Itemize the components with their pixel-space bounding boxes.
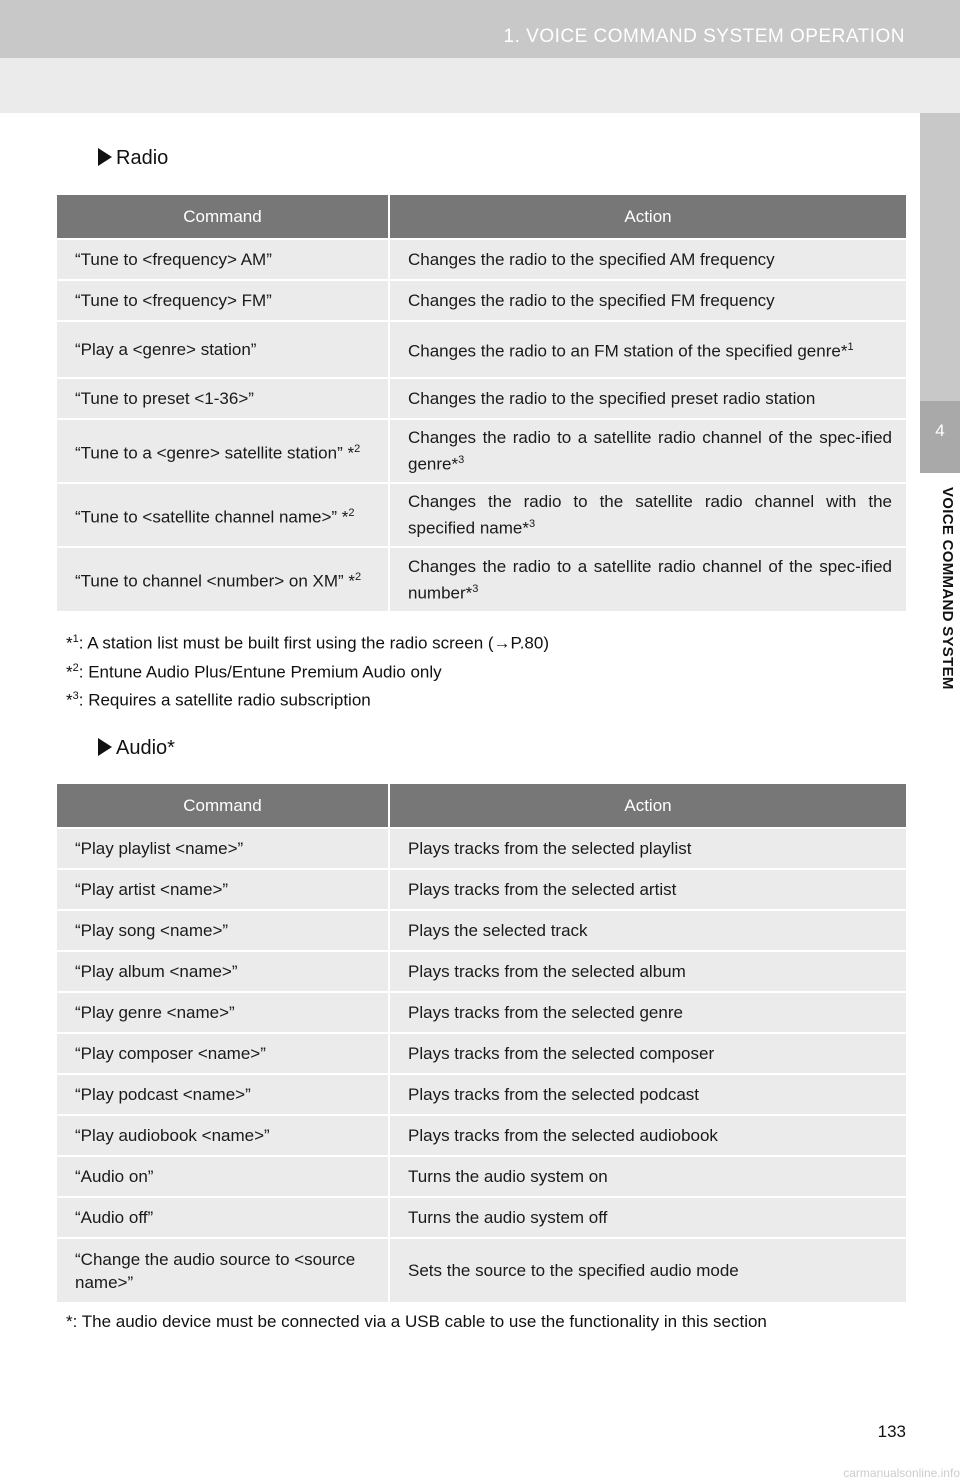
action-cell bbox=[389, 1033, 906, 1074]
footnote-marker: 1 bbox=[847, 341, 854, 354]
command-cell bbox=[57, 951, 389, 992]
table-row bbox=[57, 951, 906, 992]
action-cell-text: Plays tracks from the selected podcast bbox=[408, 1085, 700, 1104]
page-number: 133 bbox=[877, 1422, 906, 1441]
command-cell-text: “Audio on” bbox=[75, 1167, 154, 1186]
action-cell bbox=[389, 828, 906, 869]
chapter-number: 4 bbox=[920, 401, 960, 473]
footnote-marker: 3 bbox=[458, 454, 465, 467]
footnote-marker: 3 bbox=[472, 582, 479, 595]
command-cell-text: “Play a <genre> station” bbox=[75, 340, 257, 359]
footnote-line bbox=[66, 656, 549, 685]
action-cell-text: Sets the source to the specified audio mode bbox=[408, 1261, 739, 1280]
command-cell bbox=[57, 321, 389, 378]
action-cell-text: Changes the radio to the specified FM frequency bbox=[408, 291, 775, 310]
chapter-title: 1. VOICE COMMAND SYSTEM OPERATION bbox=[503, 26, 905, 47]
audio-command-table bbox=[57, 784, 906, 1302]
action-cell-text: Plays tracks from the selected genre bbox=[408, 1003, 683, 1022]
action-cell-text: Plays tracks from the selected artist bbox=[408, 880, 677, 899]
action-cell-text: Plays tracks from the selected audiobook bbox=[408, 1126, 718, 1145]
col-header-command: Command bbox=[57, 784, 389, 828]
footnote-asterisk: * bbox=[66, 662, 73, 682]
action-cell bbox=[389, 321, 906, 378]
command-cell-text: “Change the audio source to <source name>” bbox=[75, 1249, 356, 1292]
footnote-marker: 3 bbox=[528, 518, 536, 531]
command-cell bbox=[57, 1033, 389, 1074]
table-row bbox=[57, 419, 906, 483]
col-header-action: Action bbox=[389, 784, 906, 828]
action-cell-text: Turns the audio system on bbox=[408, 1167, 608, 1186]
command-cell bbox=[57, 1238, 389, 1302]
command-cell-text: “Play podcast <name>” bbox=[75, 1085, 251, 1104]
action-cell bbox=[389, 378, 906, 419]
table-row bbox=[57, 378, 906, 419]
command-cell-text: “Play genre <name>” bbox=[75, 1003, 235, 1022]
action-cell bbox=[389, 239, 906, 280]
table-row bbox=[57, 1033, 906, 1074]
action-cell bbox=[389, 419, 906, 483]
header-strip bbox=[0, 0, 960, 58]
action-cell-text: Changes the radio to the specified preset radio station bbox=[408, 389, 816, 408]
command-cell bbox=[57, 419, 389, 483]
action-cell bbox=[389, 951, 906, 992]
action-cell bbox=[389, 547, 906, 611]
command-cell bbox=[57, 483, 389, 547]
command-cell bbox=[57, 378, 389, 419]
footnote-text: : Requires a satellite radio subscription bbox=[78, 690, 371, 710]
command-cell bbox=[57, 869, 389, 910]
table-row bbox=[57, 828, 906, 869]
command-cell-text: “Tune to <frequency> AM” bbox=[75, 250, 272, 269]
table-row bbox=[57, 1197, 906, 1238]
table-row bbox=[57, 1238, 906, 1302]
table-row bbox=[57, 239, 906, 280]
side-tab bbox=[920, 0, 960, 1484]
action-cell bbox=[389, 1238, 906, 1302]
command-cell-text: “Audio off” bbox=[75, 1208, 154, 1227]
footnote-marker: 2 bbox=[348, 506, 355, 519]
action-cell bbox=[389, 1156, 906, 1197]
table-row bbox=[57, 1156, 906, 1197]
command-cell-text: “Tune to <frequency> FM” bbox=[75, 291, 272, 310]
command-cell-text: “Tune to preset <1-36>” bbox=[75, 389, 254, 408]
action-cell bbox=[389, 483, 906, 547]
command-cell-text: “Play audiobook <name>” bbox=[75, 1126, 270, 1145]
footnote-number: 1 bbox=[72, 633, 79, 645]
table-row bbox=[57, 1115, 906, 1156]
command-cell bbox=[57, 1115, 389, 1156]
command-cell bbox=[57, 280, 389, 321]
command-cell-text: “Play album <name>” bbox=[75, 962, 238, 981]
action-cell bbox=[389, 1115, 906, 1156]
table-row bbox=[57, 280, 906, 321]
radio-footnotes bbox=[66, 627, 549, 713]
command-cell bbox=[57, 1074, 389, 1115]
footnote-line bbox=[66, 684, 549, 713]
col-header-action: Action bbox=[389, 195, 906, 239]
footnote-line bbox=[66, 627, 549, 656]
action-cell-text: Plays the selected track bbox=[408, 921, 588, 940]
table-row bbox=[57, 992, 906, 1033]
table-row bbox=[57, 483, 906, 547]
command-cell bbox=[57, 992, 389, 1033]
action-cell bbox=[389, 1074, 906, 1115]
audio-title-text: Audio* bbox=[116, 737, 175, 759]
side-tab-upper bbox=[920, 113, 960, 401]
command-cell-text: “Play song <name>” bbox=[75, 921, 229, 940]
chapter-label: VOICE COMMAND SYSTEM bbox=[939, 487, 956, 690]
command-cell bbox=[57, 828, 389, 869]
table-row bbox=[57, 1074, 906, 1115]
action-cell-text: Plays tracks from the selected composer bbox=[408, 1044, 715, 1063]
action-cell-text: Changes the radio to a satellite radio channel of the spec-ified number* bbox=[408, 556, 892, 603]
table-row bbox=[57, 910, 906, 951]
command-cell-text: “Tune to <satellite channel name>” * bbox=[75, 507, 349, 527]
watermark: carmanualsonline.info bbox=[843, 1466, 960, 1480]
footnote-marker: 2 bbox=[355, 571, 362, 584]
action-cell bbox=[389, 869, 906, 910]
action-cell bbox=[389, 1197, 906, 1238]
command-cell bbox=[57, 1197, 389, 1238]
footnote-number: 3 bbox=[72, 690, 79, 703]
footnote-number: 2 bbox=[72, 661, 79, 674]
triangle-arrow-icon bbox=[98, 148, 112, 166]
table-row bbox=[57, 869, 906, 910]
triangle-arrow-icon bbox=[98, 738, 112, 756]
radio-section-title bbox=[98, 147, 168, 170]
action-cell-text: Changes the radio to a satellite radio channel of the spec-ified genre* bbox=[408, 428, 892, 474]
command-cell bbox=[57, 547, 389, 611]
action-cell-text: Changes the radio to an FM station of the specified genre* bbox=[408, 341, 848, 361]
command-cell bbox=[57, 239, 389, 280]
audio-section-title bbox=[98, 737, 175, 760]
command-cell-text: “Play composer <name>” bbox=[75, 1044, 266, 1063]
command-cell-text: “Play artist <name>” bbox=[75, 880, 229, 899]
action-cell-text: Changes the radio to the specified AM frequency bbox=[408, 250, 775, 269]
action-cell bbox=[389, 992, 906, 1033]
action-cell bbox=[389, 280, 906, 321]
command-cell-text: “Tune to channel <number> on XM” * bbox=[75, 571, 356, 591]
footnote-asterisk: * bbox=[66, 633, 73, 653]
table-row bbox=[57, 547, 906, 611]
col-header-command: Command bbox=[57, 195, 389, 239]
radio-title-text: Radio bbox=[116, 147, 169, 169]
command-cell-text: “Play playlist <name>” bbox=[75, 839, 244, 858]
table-row bbox=[57, 321, 906, 378]
action-cell-text: Changes the radio to the satellite radio channel with the specified name* bbox=[408, 492, 892, 538]
footnote-marker: 2 bbox=[354, 442, 361, 455]
command-cell bbox=[57, 910, 389, 951]
radio-command-table bbox=[57, 195, 906, 611]
command-cell-text: “Tune to a <genre> satellite station” * bbox=[75, 443, 355, 463]
footnote-text: : A station list must be built first using the radio screen (→P.80) bbox=[78, 633, 549, 653]
action-cell-text: Plays tracks from the selected album bbox=[408, 962, 686, 981]
footnote-text: : Entune Audio Plus/Entune Premium Audio only bbox=[78, 662, 442, 682]
action-cell-text: Turns the audio system off bbox=[408, 1208, 608, 1227]
action-cell-text: Plays tracks from the selected playlist bbox=[408, 839, 692, 858]
action-cell bbox=[389, 910, 906, 951]
audio-footnote: *: The audio device must be connected via a USB cable to use the functionality in this section bbox=[66, 1312, 767, 1331]
footnote-asterisk: * bbox=[66, 690, 73, 710]
command-cell bbox=[57, 1156, 389, 1197]
